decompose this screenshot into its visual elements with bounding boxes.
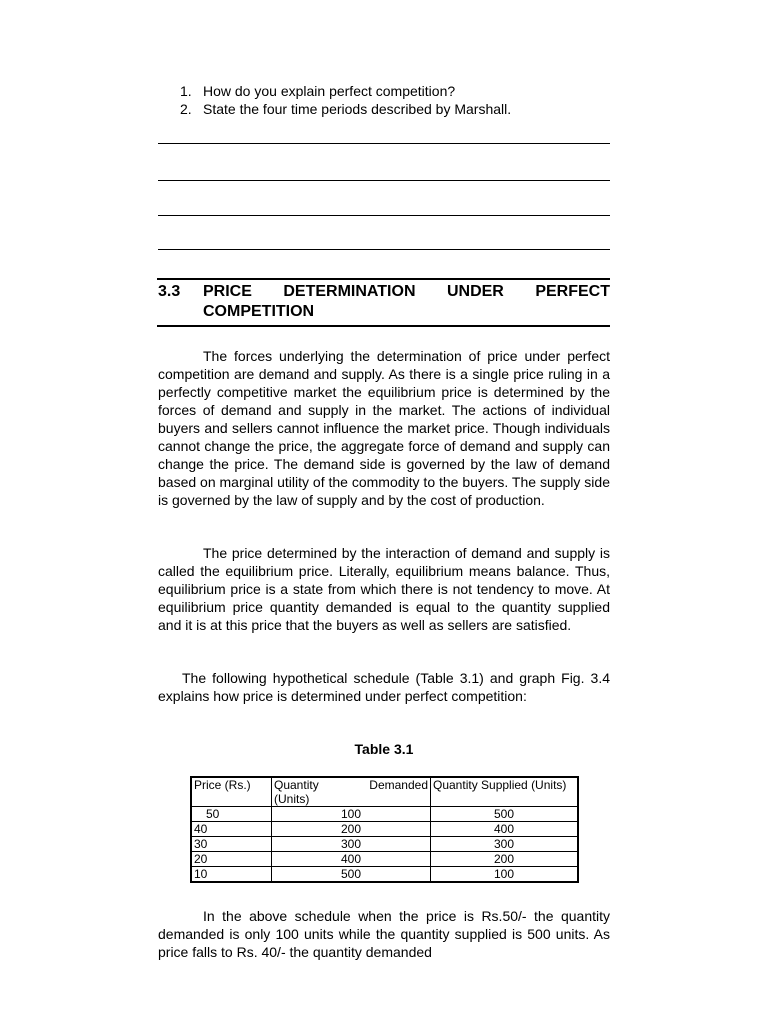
table-header-row xyxy=(191,777,578,807)
question-number: 2. xyxy=(180,101,192,117)
question-item xyxy=(180,100,511,118)
cell-quantity-demanded: 500 xyxy=(272,867,431,883)
section-top-rule xyxy=(157,278,610,280)
cell-quantity-supplied: 400 xyxy=(431,822,579,837)
header-quantity-demanded xyxy=(272,777,431,807)
question-number: 1. xyxy=(180,83,192,99)
cell-price: 30 xyxy=(191,837,272,852)
paragraph: In the above schedule when the price is Rs.50/- the quantity demanded is only 100 units while the quantity supplied is 500 units. As price falls to Rs. 40/- the quantity demanded xyxy=(158,908,610,960)
table-title: Table 3.1 xyxy=(354,741,414,757)
question-text: How do you explain perfect competition? xyxy=(203,83,456,99)
header-qd-left: Quantity xyxy=(274,778,319,792)
answer-line xyxy=(158,143,610,144)
question-list xyxy=(180,82,511,118)
cell-price: 20 xyxy=(191,852,272,867)
cell-price: 10 xyxy=(191,867,272,883)
table-row xyxy=(191,852,578,867)
cell-quantity-demanded: 400 xyxy=(272,852,431,867)
cell-quantity-supplied: 500 xyxy=(431,807,579,822)
cell-quantity-demanded: 200 xyxy=(272,822,431,837)
cell-quantity-supplied: 100 xyxy=(431,867,579,883)
section-title-line2: COMPETITION xyxy=(203,303,315,320)
paragraph: The price determined by the interaction of demand and supply is called the equilibrium price. Literally, equilibrium means balance. Thus, equilibrium price is a state from which there is not tendency to move. At equilibrium price quantity demanded is equal to the quantity supplied and it is at this price that the buyers as well as sellers are satisfied. xyxy=(158,545,610,633)
cell-quantity-supplied: 200 xyxy=(431,852,579,867)
cell-quantity-demanded: 300 xyxy=(272,837,431,852)
table-row xyxy=(191,837,578,852)
header-qd-units: (Units) xyxy=(274,792,310,806)
question-text: State the four time periods described by Marshall. xyxy=(203,101,512,117)
header-quantity-supplied: Quantity Supplied (Units) xyxy=(431,777,579,807)
answer-line xyxy=(158,180,610,181)
section-heading xyxy=(158,282,610,322)
answer-line xyxy=(158,249,610,250)
cell-quantity-supplied: 300 xyxy=(431,837,579,852)
paragraph: The forces underlying the determination of price under perfect competition are demand and supply. As there is a single price ruling in a perfectly competitive market the equilibrium price is determined by the forces of demand and supply in the market. The actions of individual buyers and sellers cannot influence the market price. Though individuals cannot change the price, the aggregate force of demand and supply can change the price. The demand side is governed by the law of demand based on marginal utility of the commodity to the buyers. The supply side is governed by the law of supply and by the cost of production. xyxy=(158,348,610,508)
section-bottom-rule xyxy=(157,325,610,327)
section-title xyxy=(203,282,610,322)
cell-price: 50 xyxy=(191,807,272,822)
cell-quantity-demanded: 100 xyxy=(272,807,431,822)
header-price: Price (Rs.) xyxy=(191,777,272,807)
section-number: 3.3 xyxy=(158,283,181,300)
table-row xyxy=(191,807,578,822)
table-row xyxy=(191,867,578,883)
header-qd-right: Demanded xyxy=(369,778,428,792)
answer-line xyxy=(158,215,610,216)
table-row xyxy=(191,822,578,837)
schedule-table xyxy=(190,776,579,883)
paragraph: The following hypothetical schedule (Table 3.1) and graph Fig. 3.4 explains how price is determined under perfect competition: xyxy=(158,670,610,704)
question-item xyxy=(180,82,511,100)
section-title-line1: PRICE DETERMINATION UNDER PERFECT xyxy=(203,283,610,300)
cell-price: 40 xyxy=(191,822,272,837)
